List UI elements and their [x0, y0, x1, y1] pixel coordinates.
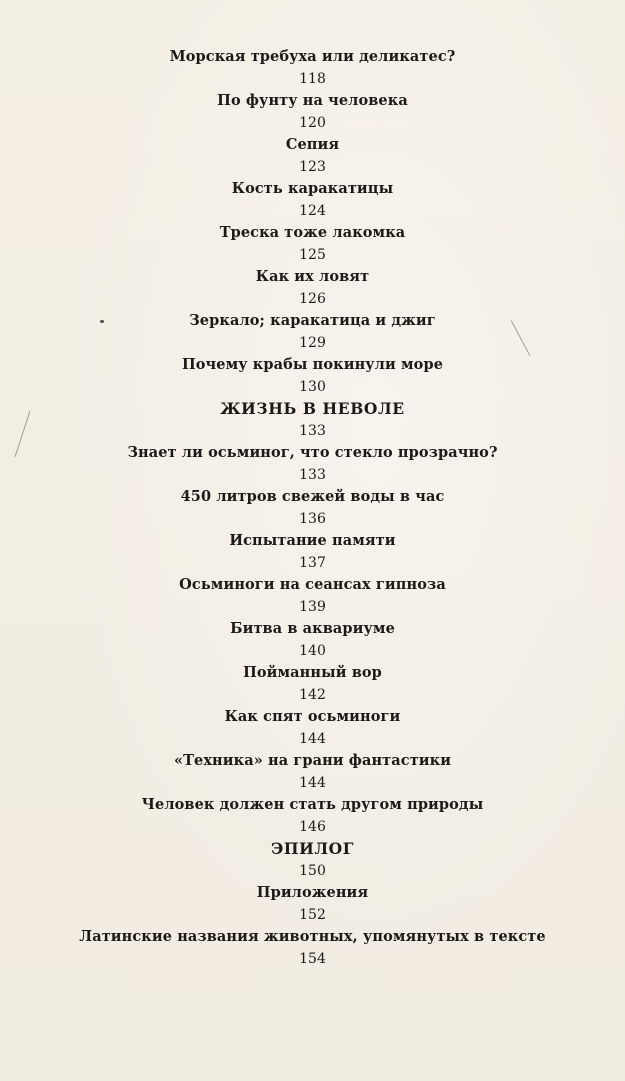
page-number: 150 [299, 863, 326, 879]
entry-title: Морская требуха или деликатес? [169, 48, 456, 65]
page-number: 123 [299, 159, 326, 175]
toc-entry [0, 706, 625, 750]
section-title: ЖИЗНЬ В НЕВОЛЕ [220, 399, 405, 418]
toc-entry [0, 882, 625, 926]
page-number: 139 [299, 599, 326, 615]
entry-title: Осьминоги на сеансах гипноза [179, 576, 446, 593]
page-number: 137 [299, 555, 326, 571]
page-number: 124 [299, 203, 326, 219]
entry-title: Пойманный вор [243, 664, 382, 681]
toc-entry [0, 90, 625, 134]
entry-title: Кость каракатицы [231, 180, 394, 197]
toc-entry [0, 134, 625, 178]
page-number: 142 [299, 687, 326, 703]
entry-title: Латинские названия животных, упомянутых в тексте [79, 928, 546, 945]
entry-title: 450 литров свежей воды в час [180, 488, 445, 505]
toc-section [0, 398, 625, 442]
page-number: 133 [299, 423, 326, 439]
page-number: 140 [299, 643, 326, 659]
page-number: 130 [299, 379, 326, 395]
section-title: ЭПИЛОГ [270, 839, 355, 858]
page-number: 146 [299, 819, 326, 835]
page-number: 120 [299, 115, 326, 131]
entry-title: По фунту на человека [217, 92, 408, 109]
entry-title: Как спят осьминоги [224, 708, 401, 725]
page-number: 144 [299, 775, 326, 791]
toc-entry [0, 530, 625, 574]
toc-entry [0, 486, 625, 530]
toc-entry [0, 178, 625, 222]
toc-entry [0, 750, 625, 794]
toc-entry [0, 46, 625, 90]
toc-entry [0, 354, 625, 398]
entry-title: Знает ли осьминог, что стекло прозрачно? [127, 444, 498, 461]
page-number: 133 [299, 467, 326, 483]
page-number: 126 [299, 291, 326, 307]
entry-title: Испытание памяти [229, 532, 396, 549]
toc-entry [0, 222, 625, 266]
toc-entry [0, 310, 625, 354]
toc-entry [0, 662, 625, 706]
toc-entry [0, 926, 625, 970]
toc-entry [0, 794, 625, 838]
entry-title: Приложения [256, 884, 369, 901]
page-number: 136 [299, 511, 326, 527]
entry-title: Зеркало; каракатица и джиг [189, 312, 436, 329]
table-of-contents [0, 46, 625, 970]
page-number: 125 [299, 247, 326, 263]
page-number: 118 [299, 71, 326, 87]
toc-entry [0, 574, 625, 618]
entry-title: Почему крабы покинули море [181, 356, 444, 373]
entry-title: Сепия [285, 136, 340, 153]
toc-entry [0, 618, 625, 662]
entry-title: «Техника» на грани фантастики [173, 752, 452, 769]
page-number: 152 [299, 907, 326, 923]
toc-entry [0, 266, 625, 310]
entry-title: Человек должен стать другом природы [141, 796, 484, 813]
entry-title: Как их ловят [255, 268, 370, 285]
toc-entry [0, 442, 625, 486]
page-number: 154 [299, 951, 326, 967]
entry-title: Битва в аквариуме [230, 620, 395, 637]
entry-title: Треска тоже лакомка [219, 224, 406, 241]
page-number: 129 [299, 335, 326, 351]
toc-section [0, 838, 625, 882]
page-number: 144 [299, 731, 326, 747]
